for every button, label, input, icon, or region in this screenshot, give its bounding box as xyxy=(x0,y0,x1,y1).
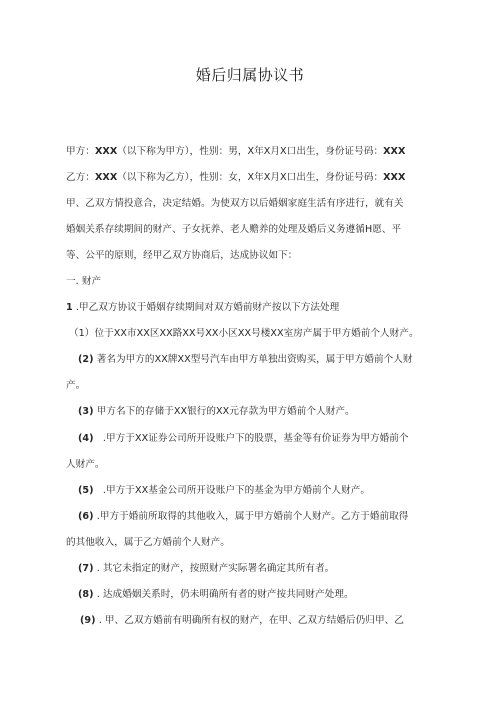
list-item xyxy=(78,511,458,523)
clause-number: 1 xyxy=(66,302,73,313)
item-number: (8) xyxy=(78,589,94,600)
list-item-continuation: 产。 xyxy=(66,380,86,391)
list-item xyxy=(78,433,458,445)
party-b-label: 乙方： xyxy=(66,172,95,183)
clause-heading xyxy=(66,302,446,314)
item-number: （1） xyxy=(69,328,95,339)
item-text: 甲方名下的存储于XX银行的XX元存款为甲方婚前个人财产。 xyxy=(96,406,355,417)
list-item-continuation: 人财产。 xyxy=(66,459,105,470)
party-a-sex: ，性别：男， xyxy=(189,146,248,157)
item-number: (5) xyxy=(78,485,94,496)
item-text: .甲方于婚前所取得的其他收入，属于甲方婚前个人财产。乙方于婚前取得 xyxy=(96,511,409,522)
item-text: 位于XX市XX区XX路XX号XX小区XX号楼XX室房产属于甲方婚前个人财产。 xyxy=(94,328,419,339)
item-text: . 甲、乙双方婚前有明确所有权的财产，在甲、乙双方结婚后仍归甲、乙 xyxy=(98,615,404,626)
item-text: .甲方于XX基金公司所开设账户下的基金为甲方婚前个人财产。 xyxy=(102,485,371,496)
list-item xyxy=(78,563,458,575)
party-b-line xyxy=(66,172,446,184)
intro-line: 甲、乙双方情投意合，决定结婚。为使双方以后婚姻家庭生活有序进行，就有关 xyxy=(66,198,404,209)
clause-text: .甲乙双方协议于婚姻存续期间对双方婚前财产按以下方法处理 xyxy=(75,302,340,313)
party-a-label: 甲方： xyxy=(66,146,95,157)
document-title: 婚后归属协议书 xyxy=(195,66,305,84)
intro-line: 婚姻关系存续期间的财产、子女抚养、老人赡养的处理及婚后义务遵循H愿、平 xyxy=(66,224,402,235)
list-item xyxy=(78,485,458,497)
party-a-id: XXX xyxy=(383,146,406,157)
list-item xyxy=(78,589,458,601)
party-a-name: XXX xyxy=(94,146,118,157)
item-number: (4) xyxy=(78,433,94,444)
party-a-birth: X年X月X口出生，身份证号码： xyxy=(247,146,384,157)
intro-line: 等、公平的原则，经甲乙双方协商后，达成协议如下： xyxy=(66,250,298,261)
item-text: 著名为甲方的XX牌XX型号汽车由甲方单独出资购买，属于甲方婚前个人财 xyxy=(96,354,413,365)
item-number: (9) xyxy=(80,615,96,626)
party-a-alias: （以下称为甲方） xyxy=(117,146,190,157)
item-text: . 其它未指定的财产，按照财产实际署名确定其所有者。 xyxy=(96,563,335,574)
party-b-sex: ，性别：女， xyxy=(189,172,248,183)
party-b-name: XXX xyxy=(94,172,118,183)
party-b-id: XXX xyxy=(383,172,406,183)
list-item xyxy=(78,354,458,366)
item-number: (3) xyxy=(78,406,94,417)
item-number: (7) xyxy=(78,563,94,574)
item-number: (6) xyxy=(78,511,94,522)
item-text: .甲方于XX证券公司所开设账户下的股票，基金等有价证券为甲方婚前个 xyxy=(102,433,409,444)
list-item xyxy=(80,615,460,627)
section-heading: 一. 财产 xyxy=(66,276,102,287)
list-item xyxy=(78,406,458,418)
list-item-continuation: 的其他收入，属于乙方婚前个人财产。 xyxy=(66,537,230,548)
list-item xyxy=(69,328,449,340)
party-a-line xyxy=(66,146,446,158)
item-text: . 达成婚姻关系时，仍未明确所有者的财产按共同财产处理。 xyxy=(96,589,354,600)
item-number: (2) xyxy=(78,354,94,365)
party-b-alias: （以下称为乙方） xyxy=(117,172,190,183)
party-b-birth: X年X月X口出生，身份证号码： xyxy=(247,172,384,183)
